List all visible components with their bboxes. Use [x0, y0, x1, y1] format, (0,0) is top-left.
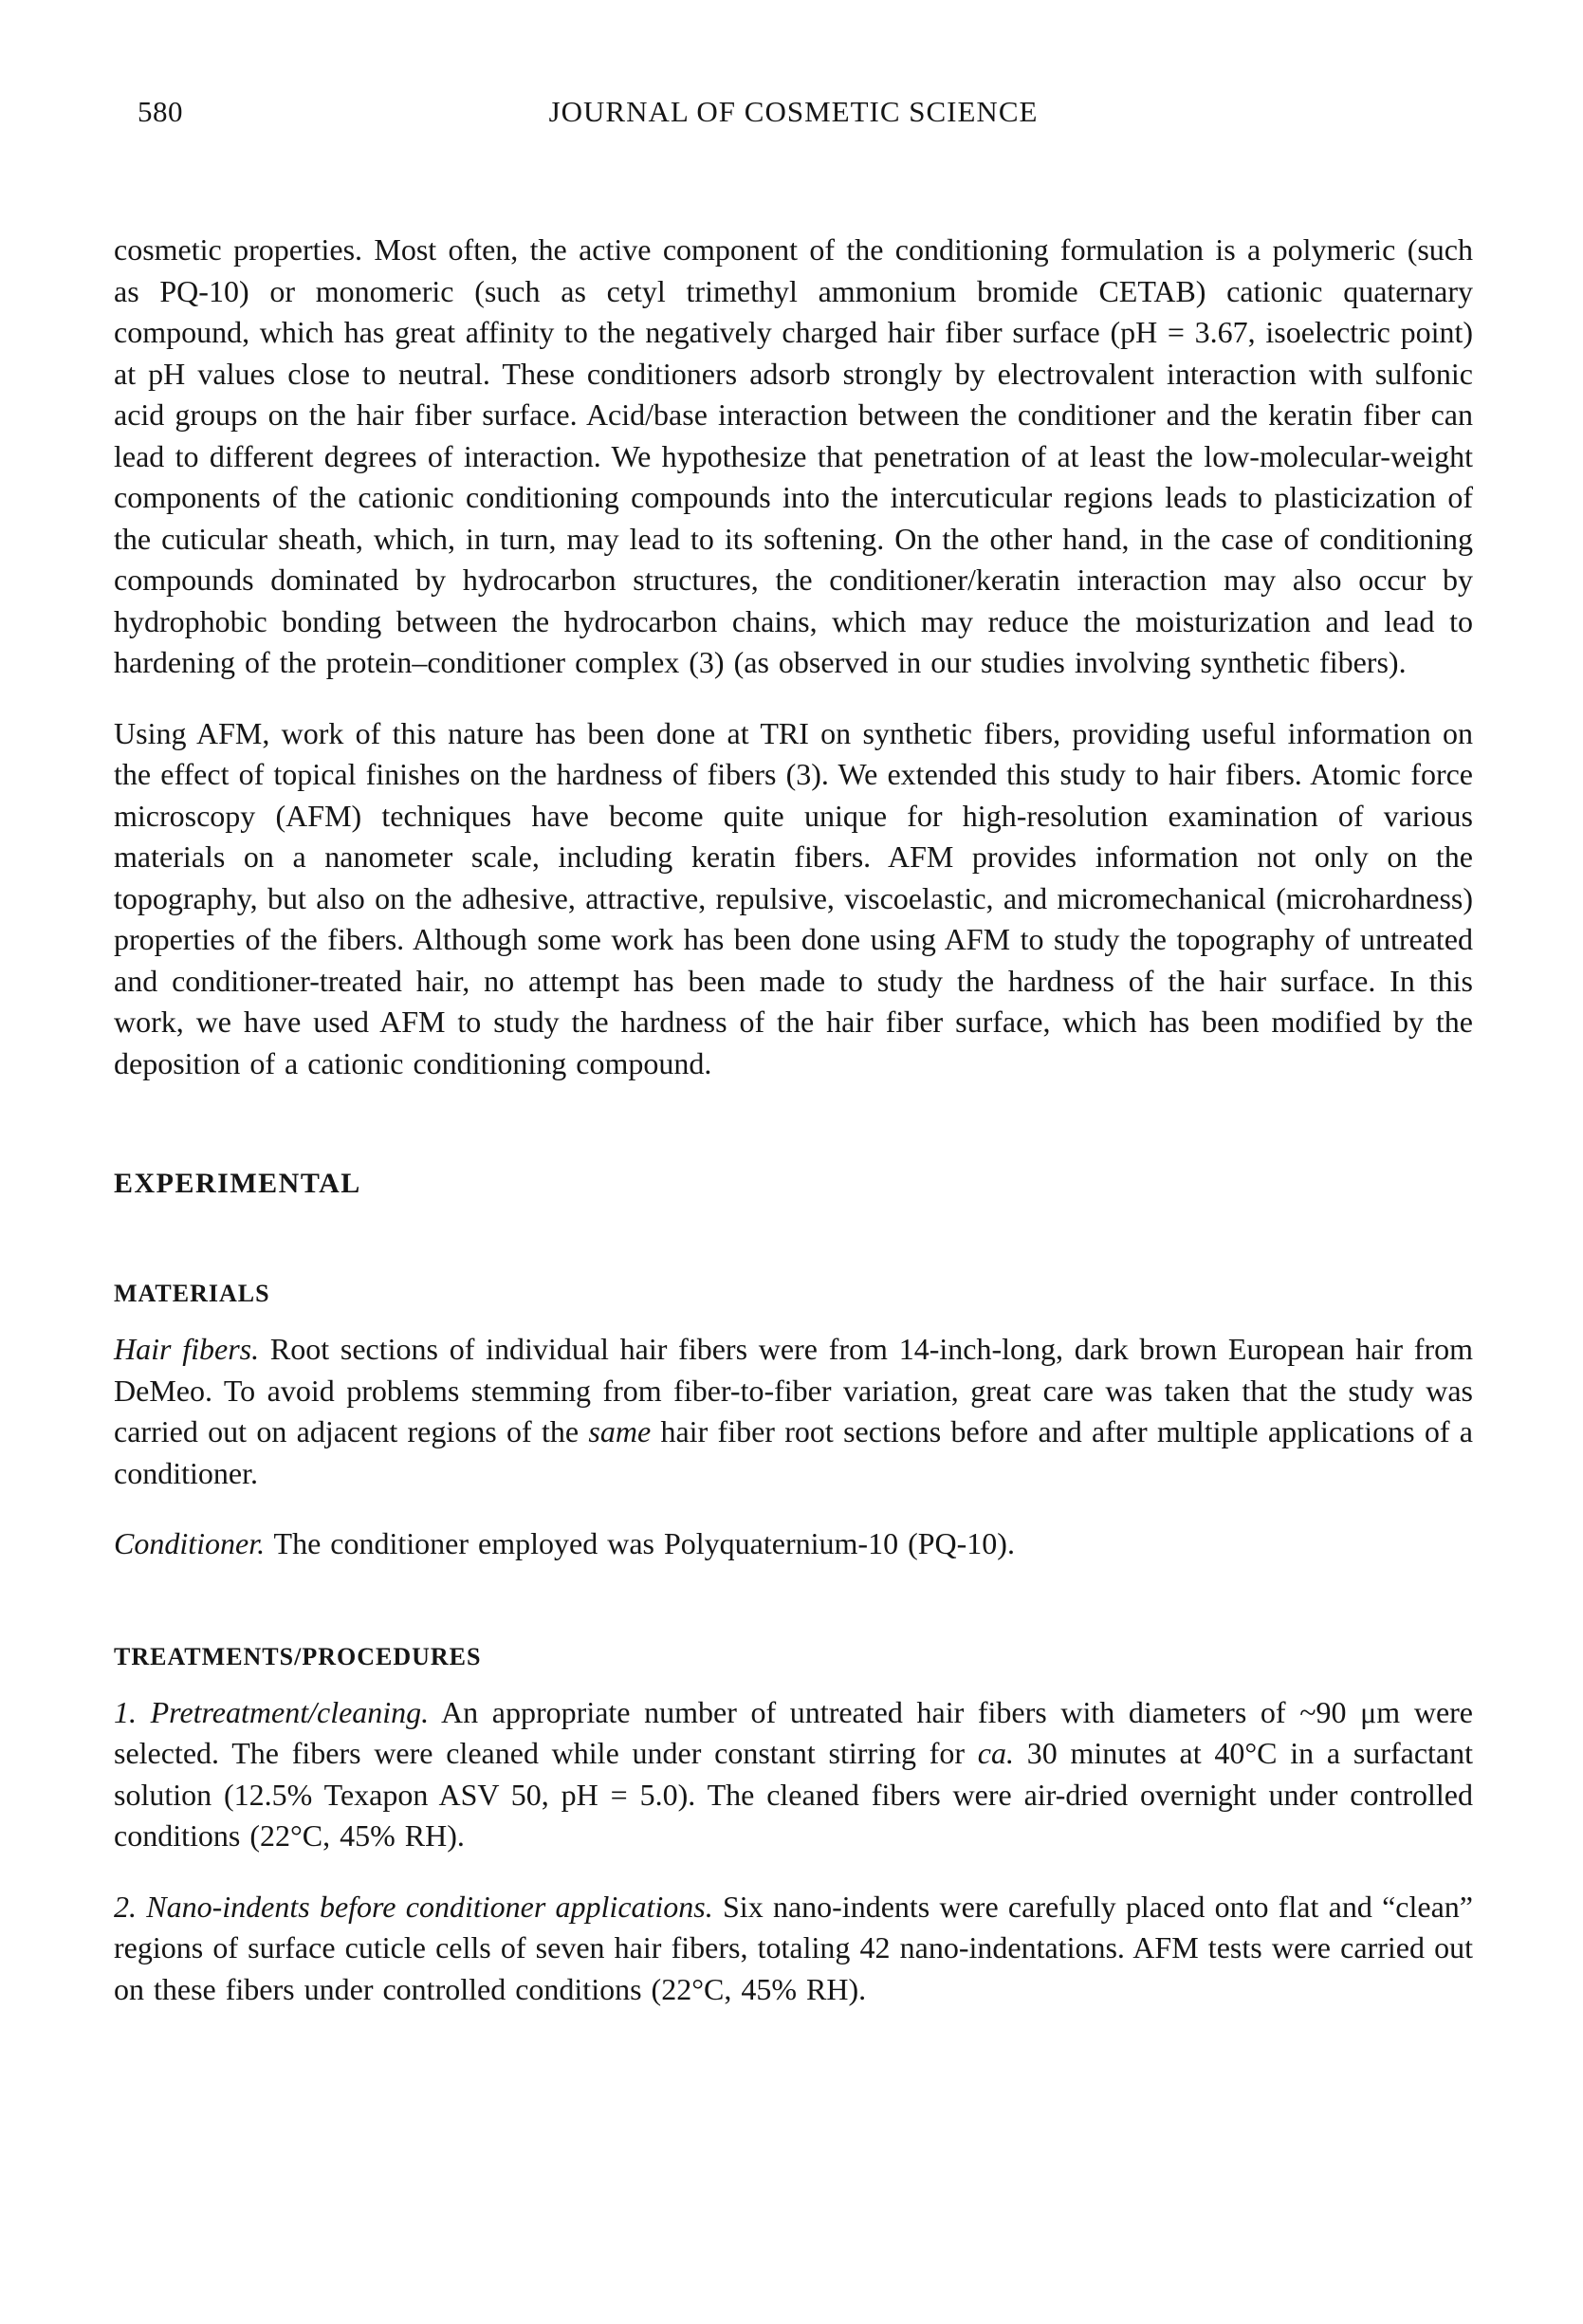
- intro-paragraph-1: cosmetic properties. Most often, the active component of the conditioning formulation is a polymeric (such as PQ-10) or monomeric (such as cetyl trimethyl ammonium bromide CETAB) cationic quaternary compound, which has great affinity to the negatively charged hair fiber surface (pH = 3.67, isoelectric point) at pH values close to neutral. These conditioners adsorb strongly by electrovalent interaction with sulfonic acid groups on the hair fiber surface. Acid/base interaction between the conditioner and the keratin fiber can lead to different degrees of interaction. We hypothesize that penetration of at least the low-molecular-weight components of the cationic conditioning compounds into the intercuticular regions leads to plasticization of the cuticular sheath, which, in turn, may lead to its softening. On the other hand, in the case of conditioning compounds dominated by hydrocarbon structures, the conditioner/keratin interaction may also occur by hydrophobic bonding between the hydrocarbon chains, which may reduce the moisturization and lead to hardening of the protein–conditioner complex (3) (as observed in our studies involving synthetic fibers).: [114, 232, 1473, 679]
- intro-paragraph-2: Using AFM, work of this nature has been done at TRI on synthetic fibers, providing useful information on the effect of topical finishes on the hardness of fibers (3). We extended this study to hair fibers. Atomic force microscopy (AFM) techniques have become quite unique for high-resolution examination of various materials on a nanometer scale, including keratin fibers. AFM provides information not only on the topography, but also on the adhesive, attractive, repulsive, viscoelastic, and micromechanical (microhardness) properties of the fibers. Although some work has been done using AFM to study the topography of untreated and conditioner-treated hair, no attempt has been made to study the hardness of the hair surface. In this work, we have used AFM to study the hardness of the hair fiber surface, which has been modified by the deposition of a cationic conditioning compound.: [114, 715, 1473, 1080]
- treatments-heading: TREATMENTS/PROCEDURES: [114, 1642, 482, 1670]
- page-content: [114, 230, 1473, 2039]
- hair-fibers-emphasis-same: same: [588, 1414, 652, 1448]
- conditioner-paragraph: [114, 1523, 1473, 1565]
- treatment-item-1-emphasis-ca: ca.: [977, 1736, 1014, 1770]
- experimental-heading: EXPERIMENTAL: [114, 1168, 361, 1199]
- treatment-item-1-text-b: 30 minutes at 40°C in a surfactant solution (12.5% Texapon ASV 50, pH = 5.0). The cleaned fibers were air-dried overnight under controlled conditions (22°C, 45% RH).: [114, 1736, 1474, 1853]
- treatment-item-2-text: Six nano-indents were carefully placed onto flat and “clean” regions of surface cuticle cells of seven hair fibers, totaling 42 nano-indentations. AFM tests were carried out on these fibers under controlled conditions (22°C, 45% RH).: [114, 1889, 1473, 2006]
- treatment-item-1-text-a: An appropriate number of untreated hair fibers with diameters of ~90 μm were selected. The fibers were cleaned while under constant stirring for: [114, 1694, 1474, 1770]
- treatment-item-2-label: 2. Nano-indents before conditioner applications.: [114, 1889, 713, 1924]
- treatment-item-2: [114, 1887, 1473, 2011]
- hair-fibers-label: Hair fibers.: [114, 1332, 260, 1366]
- conditioner-label: Conditioner.: [114, 1526, 266, 1560]
- page-number: 580: [138, 95, 183, 128]
- conditioner-text: The conditioner employed was Polyquaternium-10 (PQ-10).: [265, 1526, 1015, 1560]
- hair-fibers-paragraph: [114, 1329, 1473, 1494]
- treatment-item-1: [114, 1692, 1473, 1857]
- treatment-item-1-label: 1. Pretreatment/cleaning.: [114, 1694, 430, 1729]
- journal-title: JOURNAL OF COSMETIC SCIENCE: [548, 95, 1039, 128]
- hair-fibers-text-b: hair fiber root sections before and after multiple applications of a conditioner.: [114, 1414, 1474, 1490]
- page-header: [114, 95, 1473, 133]
- materials-heading: MATERIALS: [114, 1280, 270, 1307]
- hair-fibers-text-a: Root sections of individual hair fibers were from 14-inch-long, dark brown European hair from DeMeo. To avoid problems stemming from fiber-to-fiber variation, great care was taken that the study was carried out on adjacent regions of the: [114, 1332, 1474, 1448]
